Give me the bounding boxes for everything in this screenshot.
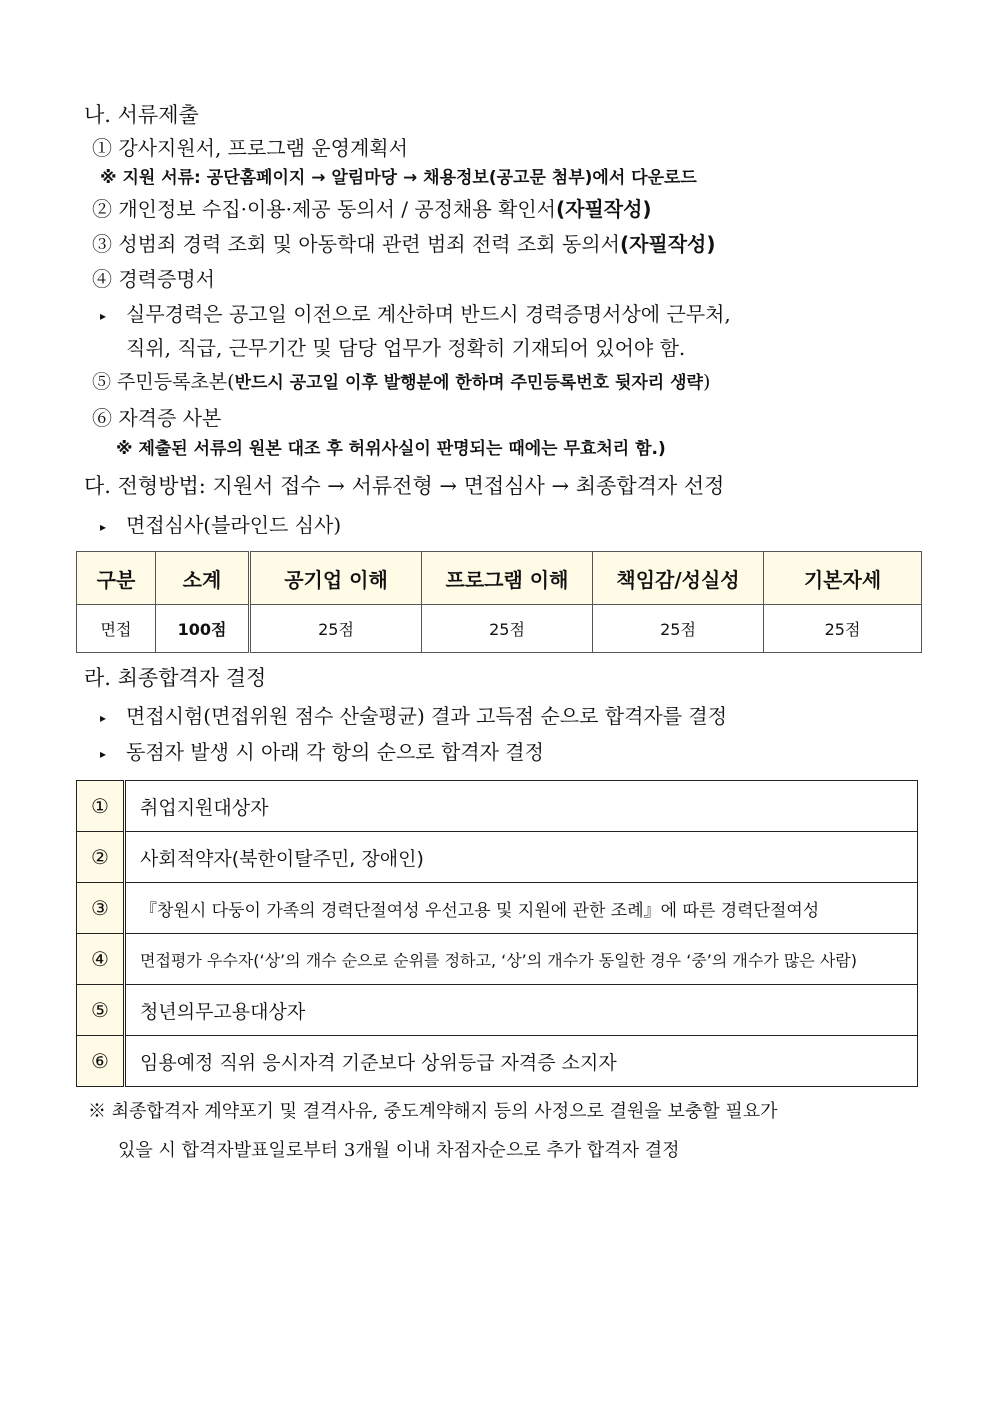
table-cell: 25점 xyxy=(422,605,593,653)
score-table-header xyxy=(77,552,922,605)
career-bullet xyxy=(100,298,731,327)
col-header: 공기업 이해 xyxy=(250,552,422,605)
table-row xyxy=(77,781,918,832)
col-header: 프로그램 이해 xyxy=(422,552,593,605)
rule-number: ③ xyxy=(77,883,125,934)
bullet-marker-icon: ▸ xyxy=(100,746,107,761)
bullet-marker-icon: ▸ xyxy=(100,308,107,323)
section-na-heading: 나. 서류제출 xyxy=(84,103,199,127)
career-bullet-cont: 직위, 직급, 근무기간 및 담당 업무가 정확히 기재되어 있어야 함. xyxy=(126,336,686,360)
doc-item-5-text: ⑤ 주민등록초본( xyxy=(92,371,235,393)
rule-text: 면접평가 우수자(‘상’의 개수 순으로 순위를 정하고, ‘상’의 개수가 동일한 경우 ‘중’의 개수가 많은 사람) xyxy=(125,934,918,985)
doc-item-6: ⑥ 자격증 사본 xyxy=(92,406,222,430)
col-header: 책임감/성실성 xyxy=(593,552,764,605)
decision-bullet-2 xyxy=(100,736,544,765)
rule-number: ⑤ xyxy=(77,985,125,1036)
table-cell: 25점 xyxy=(250,605,422,653)
score-table xyxy=(76,551,922,653)
col-header: 기본자세 xyxy=(764,552,922,605)
tie-rules-table xyxy=(76,780,918,1087)
decision-bullet-1 xyxy=(100,700,727,729)
interview-bullet xyxy=(100,509,341,538)
doc-item-5-close: ) xyxy=(702,371,711,393)
table-row xyxy=(77,985,918,1036)
footnote-line-2: 있을 시 합격자발표일로부터 3개월 이내 차점자순으로 추가 합격자 결정 xyxy=(118,1140,680,1161)
table-cell: 25점 xyxy=(764,605,922,653)
rule-number: ⑥ xyxy=(77,1036,125,1087)
table-row xyxy=(77,934,918,985)
col-header: 구분 xyxy=(77,552,156,605)
doc-item-5 xyxy=(92,367,710,394)
decision-bullet-2-text: 동점자 발생 시 아래 각 항의 순으로 합격자 결정 xyxy=(126,740,544,764)
rule-number: ④ xyxy=(77,934,125,985)
col-header: 소계 xyxy=(156,552,250,605)
download-note: ※ 지원 서류: 공단홈페이지 → 알림마당 → 채용정보(공고문 첨부)에서 다운로드 xyxy=(100,168,697,188)
table-cell: 면접 xyxy=(77,605,156,653)
doc-item-2-handwritten: (자필작성) xyxy=(556,197,652,221)
rule-text: 임용예정 직위 응시자격 기준보다 상위등급 자격증 소지자 xyxy=(125,1036,918,1087)
doc-item-2-text: ② 개인정보 수집·이용·제공 동의서 / 공정채용 확인서 xyxy=(92,197,556,221)
rule-number: ② xyxy=(77,832,125,883)
table-cell: 25점 xyxy=(593,605,764,653)
rule-text: 청년의무고용대상자 xyxy=(125,985,918,1036)
bullet-marker-icon: ▸ xyxy=(100,519,107,534)
doc-item-3-handwritten: (자필작성) xyxy=(619,232,716,256)
bullet-marker-icon: ▸ xyxy=(100,710,107,725)
doc-item-2 xyxy=(92,193,652,222)
rule-text: 취업지원대상자 xyxy=(125,781,918,832)
rule-text: 사회적약자(북한이탈주민, 장애인) xyxy=(125,832,918,883)
interview-bullet-text: 면접심사(블라인드 심사) xyxy=(126,513,342,537)
rule-number: ① xyxy=(77,781,125,832)
section-da-heading: 다. 전형방법: 지원서 접수 → 서류전형 → 면접심사 → 최종합격자 선정 xyxy=(84,474,725,498)
table-row xyxy=(77,883,918,934)
footnote-line-1: ※ 최종합격자 계약포기 및 결격사유, 중도계약해지 등의 사정으로 결원을 보충할 필요가 xyxy=(88,1101,778,1122)
table-row xyxy=(77,1036,918,1087)
doc-item-3-text: ③ 성범죄 경력 조회 및 아동학대 관련 범죄 전력 조회 동의서 xyxy=(92,232,620,256)
section-ra-heading: 라. 최종합격자 결정 xyxy=(84,666,267,690)
doc-item-3 xyxy=(92,228,716,257)
invalid-note: ※ 제출된 서류의 원본 대조 후 허위사실이 판명되는 때에는 무효처리 함.) xyxy=(116,439,666,459)
table-row xyxy=(77,832,918,883)
decision-bullet-1-text: 면접시험(면접위원 점수 산술평균) 결과 고득점 순으로 합격자를 결정 xyxy=(126,704,728,728)
rule-text: 『창원시 다둥이 가족의 경력단절여성 우선고용 및 지원에 관한 조례』에 따른 경력단절여성 xyxy=(125,883,918,934)
table-row xyxy=(77,605,922,653)
doc-item-1: ① 강사지원서, 프로그램 운영계획서 xyxy=(92,136,408,160)
career-bullet-text: 실무경력은 공고일 이전으로 계산하며 반드시 경력증명서상에 근무처, xyxy=(126,302,731,326)
doc-item-4: ④ 경력증명서 xyxy=(92,267,215,291)
doc-item-5-condition: 반드시 공고일 이후 발행분에 한하며 주민등록번호 뒷자리 생략 xyxy=(234,373,703,393)
table-cell: 100점 xyxy=(156,605,250,653)
